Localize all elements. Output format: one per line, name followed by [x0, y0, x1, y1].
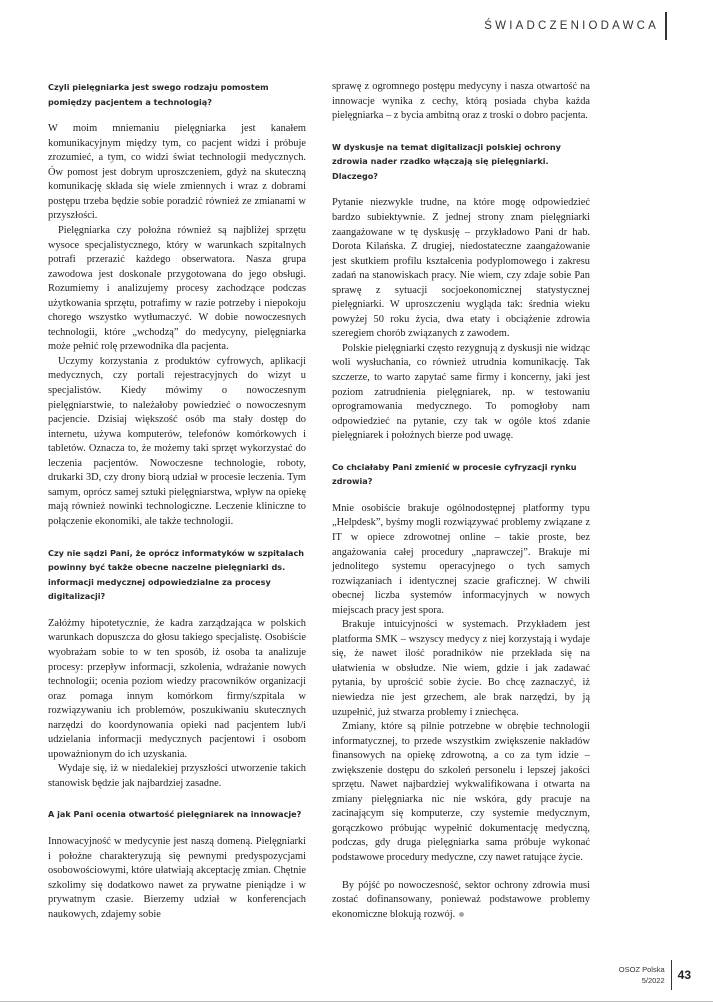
answer-5-paragraph-4: [332, 879, 590, 923]
closing-text: By pójść po nowoczesność, sektor ochrony zdrowia musi zostać dofinansowany, ponieważ podstawowe problemy ekonomiczne blokują rozwój.: [332, 879, 590, 920]
magazine-name: OSOZ Polska: [618, 965, 665, 974]
question-4: W dyskusje na temat digitalizacji polskiej ochrony zdrowia nader rzadko włączają się pielęgniarki. Dlaczego?: [332, 141, 561, 181]
answer-5-paragraph-2: Brakuje intuicyjności w systemach. Przykładem jest platforma SMK – wszyscy medycy z niej korzystają i wydaje się, że nawet ilość poradników nie przekłada się na ułatwienia w obsłudze. Nie wiem, gdzie i jak zadawać pytania, by uprościć sobie życie. Bo chcę zaznaczyć, iż niewiedza nie jest grzechem, ale brak narzędzi, by ją uzupełnić, już stwarza problemy i zniechęca.: [332, 619, 590, 718]
header-rule: [665, 12, 667, 40]
issue-number: 5/2022: [641, 976, 665, 985]
question-2: Czy nie sądzi Pani, że oprócz informatyków w szpitalach powinny być także obecne naczelne pielęgniarki ds. informacji medycznej odpowiedzialne za procesy digitalizacji?: [48, 547, 305, 602]
bottom-edge-line: [0, 1001, 713, 1002]
answer-2-paragraph-2: Wydaje się, iż w niedalekiej przyszłości utworzenie takich stanowisk będzie jak najbardziej zasadne.: [48, 763, 306, 789]
left-column: [48, 80, 306, 922]
page-number: 43: [677, 968, 691, 982]
answer-3-continuation: sprawę z ogromnego postępu medycyny i nasza otwartość na innowacje wynika z cechy, którą posiada chyba każda pielęgniarka – z bycia ambitną oraz z troski o dobro pacjenta.: [332, 81, 590, 122]
footer-info: [619, 964, 665, 986]
question-3: A jak Pani ocenia otwartość pielęgniarek na innowacje?: [48, 809, 302, 820]
answer-5-paragraph-1: Mnie osobiście brakuje ogólnodostępnej platformy typu „Helpdesk”, byśmy mogli rozwiązywać problemy związane z IT w opiece zdrowotnej online – takie proste, bez angażowania całej procedury „naprawczej”. Brakuje mi jednolitego systemu operacyjnego o tych samych rozwiązaniach i identycznej szacie graficznej. W chwili obecnej liczba systemów informacyjnych w nowych miejscach pracy jest spora.: [332, 502, 590, 616]
footer-rule: [671, 960, 672, 990]
answer-1-paragraph-1: W moim mniemaniu pielęgniarka jest kanałem komunikacyjnym między tym, co pacjent widzi i próbuje zrozumieć, a tym, co widzi świat technologii medycznych. Ów pomost jest dobrym uproszczeniem, gdyż na skuteczną komunikację składa się wiele zmiennych i wraz z dobrami postępu trzeba będzie sobie poradzić również ze zmianami w przyszłości.: [48, 123, 306, 222]
question-1: Czyli pielęgniarka jest swego rodzaju pomostem pomiędzy pacjentem a technologią?: [48, 82, 269, 107]
answer-1-paragraph-3: Uczymy korzystania z produktów cyfrowych, aplikacji medycznych, czy portali rejestracyjnych do wizyt u specjalistów. Kiedy mówimy o nowoczesnym pielęgniarstwie, to należałoby powiedzieć o nowoczesnym pacjencie. Dzisiaj większość osób ma stały dostęp do internetu, używa komputerów, telefonów komórkowych i tabletów. Oznacza to, że możemy taki sprzęt wykorzystać do leczenia pacjentów. Nowoczesne technologie, roboty, drukarki 3D, czy drony biorą udział w procesie leczenia. Tym samym, oprócz samej sztuki pielęgniarstwa, wpływ na opiekę mają również nowinki technologiczne. Leczenie kliniczne to połączenie ekonomiki, ale także technologii.: [48, 355, 306, 527]
question-5: Co chciałaby Pani zmienić w procesie cyfryzacji rynku zdrowia?: [332, 461, 577, 487]
answer-1-paragraph-2: Pielęgniarka czy położna również są najbliżej sprzętu wysoce specjalistycznego, który w warunkach szpitalnych potrafi przerazić każdego obserwatora. Nasza grupa zawodowa jest doskonale przygotowana do jego obsługi. Rozumiemy i analizujemy procesy zachodzące podczas użytkowania sprzętu, potrafimy w razie potrzeby i niepokoju chorego wszystko wytłumaczyć. W dobie nowoczesnych technologii, które „wchodzą” do medycyny, pielęgniarka może pełnić rolę przewodnika dla pacjenta.: [48, 225, 306, 353]
right-column: [332, 80, 590, 922]
answer-2-paragraph-1: Załóżmy hipotetycznie, że kadra zarządzająca w polskich warunkach dopuszcza do głosu takiego specjalistę. Osobiście wyobrażam sobie to w ten sposób, iż osoba ta analizuje procesy: przepływ informacji, szkolenia, wdrażanie nowych technologii; ocenia poziom wiedzy pracowników organizacji oraz pomaga innym komórkom firmy/szpitala w rozwiązywaniu ich problemów, poszukiwaniu skutecznych narzędzi do koordynowania opieki nad pacjentem lub/i udzielania informacji medycznych pacjentowi i osobom upoważnionym do ich uzyskania.: [48, 617, 306, 760]
section-label: ŚWIADCZENIODAWCA: [484, 20, 659, 32]
page-footer: [619, 959, 691, 991]
answer-4-paragraph-1: Pytanie niezwykle trudne, na które mogę odpowiedzieć bardzo subiektywnie. Z jednej strony znam pielęgniarki zaangażowane w tę dyskusję – przykładowo Pani dr hab. Dorota Kilańska. Z drugiej, niedostateczne zaangażowanie jest skutkiem profilu kształcenia podyplomowego i zakresu zadań na stanowiskach pracy. Nie wiem, czy zdaje sobie Pan sprawę z sytuacji socjoekonomicznej statystycznej pielęgniarki. W uproszczeniu wygląda tak: średnia wieku powyżej 50 roku życia, dwa etaty i obciążenie zdrowia szeregiem chorób związanych z zawodem.: [332, 197, 590, 340]
answer-5-paragraph-3: Zmiany, które są pilnie potrzebne w obrębie technologii informatycznej, to przede wszystkim zwiększenie nakładów finansowych na opiekę zdrowotną, a co za tym idzie – zwiększenie dostępu do szkoleń personelu i lepszej jakości sprzętu. Nawet najbardziej wykwalifikowana i otwarta na zmiany pielęgniarka nic nie wskóra, gdy pracuje na zacinającym się komputerze, czy systemie medycznym, gorączkowo próbując wypełnić dokumentację medyczną, podczas, gdy druga pielęgniarka sama próbuje wykonać podstawowe procedury medyczne, czy nawet ratujące życie.: [332, 721, 590, 864]
answer-4-paragraph-2: Polskie pielęgniarki często rezygnują z dyskusji nie widząc woli wysłuchania, co również utrudnia komunikację. Tak szczerze, to warto zapytać same firmy i koncerny, jaki jest poziom zatrudnienia pielęgniarek, np. w testowaniu oprogramowania medycznego. To pomogłoby nam odpowiedzieć na pytanie, czy tak w ogóle ktoś zdanie pielęgniarek i położnych bierze pod uwagę.: [332, 342, 590, 442]
end-of-article-dot-icon: [459, 912, 464, 917]
answer-3-paragraph-1: Innowacyjność w medycynie jest naszą domeną. Pielęgniarki i położne charakteryzują się pewnymi predyspozycjami osobowościowymi, które ułatwiają akceptację zmian. Chętnie szkolimy się dodatkowo nawet za prywatne pieniądze i w prywatnym czasie. Bierzemy udział w konferencjach naukowych, zdajemy sobie: [48, 836, 306, 920]
